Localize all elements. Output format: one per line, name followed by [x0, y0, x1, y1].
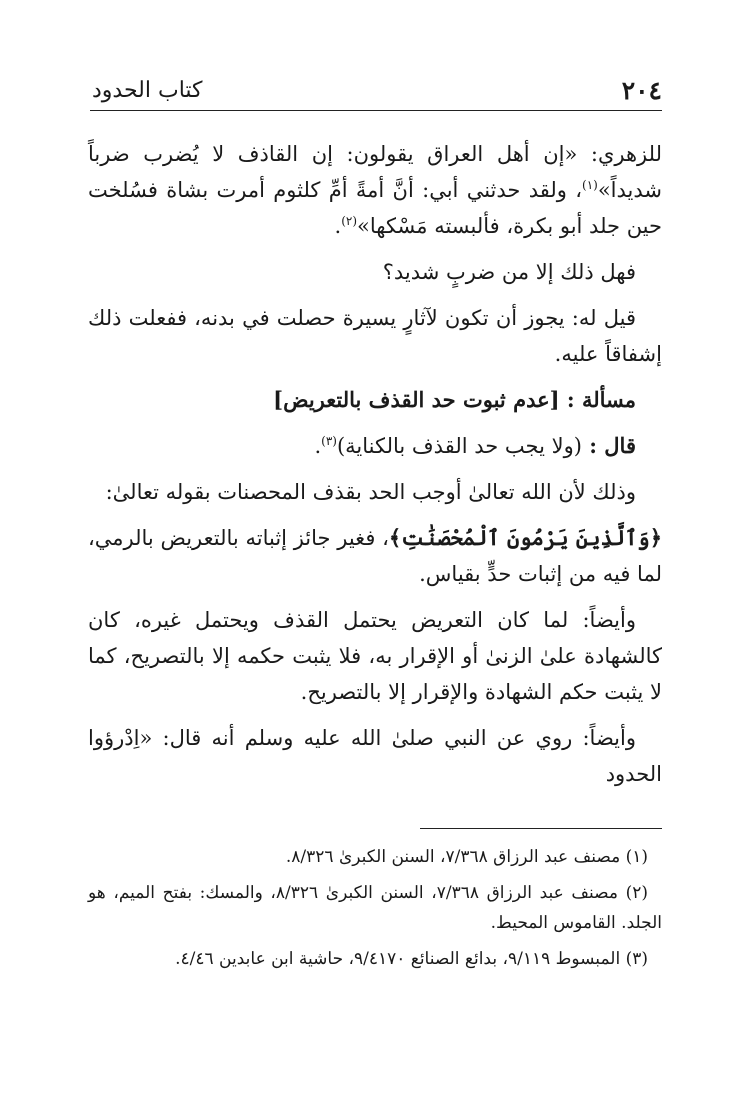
paragraph: وأيضاً: لما كان التعريض يحتمل القذف ويحتمل غيره، كان كالشهادة علىٰ الزنىٰ أو الإقرار به، فلا يثبت حكمه إلا بالتصريح، كما لا يثبت حكم الشهادة والإقرار إلا بالتصريح. — [88, 608, 662, 704]
paragraph: للزهري: «إن أهل العراق يقولون: إن القاذف لا يُضرب ضرباً شديداً»$^{(١)}$، ولقد حدثني أبي: أنَّ أمةً أمِّ كلثوم أمرت بشاة فسُلخت حين جلد أبو بكرة، فألبسته مَسْكها»$^{(٢)}$. — [88, 142, 662, 238]
header-divider — [90, 110, 662, 111]
paragraph: وأيضاً: روي عن النبي صلىٰ الله عليه وسلم أنه قال: «اِدْرؤوا الحدود — [88, 726, 662, 786]
footnotes — [88, 842, 662, 980]
paragraph: قيل له: يجوز أن تكون لآثارٍ يسيرة حصلت في بدنه، ففعلت ذلك إشفاقاً عليه. — [88, 306, 662, 366]
quran-verse: ﴿وَٱلَّذِينَ يَرْمُونَ ٱلْمُحْصَنَٰتِ﴾ — [388, 525, 662, 550]
main-text — [88, 136, 662, 802]
footnote-divider — [420, 828, 662, 829]
footnote: (١) مصنف عبد الرزاق ٧/٣٦٨، السنن الكبرىٰ ٨/٣٢٦. — [285, 847, 648, 867]
heading-title: [عدم ثبوت حد القذف بالتعريض] — [273, 387, 560, 412]
footnote-ref: (٢) — [341, 214, 358, 228]
heading-label: مسألة : — [559, 387, 636, 412]
paragraph: فهل ذلك إلا من ضربٍ شديد؟ — [382, 260, 636, 284]
footnote: (٣) المبسوط ٩/١١٩، بدائع الصنائع ٩/٤١٧٠، حاشية ابن عابدين ٤/٤٦. — [175, 949, 648, 969]
footnote-ref: (٣) — [321, 434, 337, 448]
paragraph: قال : (ولا يجب حد القذف بالكناية)$^{(٣)}$. — [314, 433, 636, 458]
paragraph: ﴿وَٱلَّذِينَ يَرْمُونَ ٱلْمُحْصَنَٰتِ﴾، فغير جائز إثباته بالتعريض بالرمي، لما فيه من إثبات حدٍّ بقياس. — [88, 525, 662, 586]
quote-label: قال : — [581, 433, 636, 458]
footnote-ref: (١) — [582, 178, 598, 192]
page-number: ٢٠٤ — [621, 75, 662, 105]
section-heading — [88, 382, 636, 418]
book-title: كتاب الحدود — [92, 77, 203, 103]
footnote: (٢) مصنف عبد الرزاق ٧/٣٦٨، السنن الكبرىٰ ٨/٣٢٦، والمسك: بفتح الميم، هو الجلد. القاموس المحيط. — [88, 883, 662, 933]
paragraph: وذلك لأن الله تعالىٰ أوجب الحد بقذف المحصنات بقوله تعالىٰ: — [105, 480, 636, 504]
page-header — [92, 72, 662, 108]
